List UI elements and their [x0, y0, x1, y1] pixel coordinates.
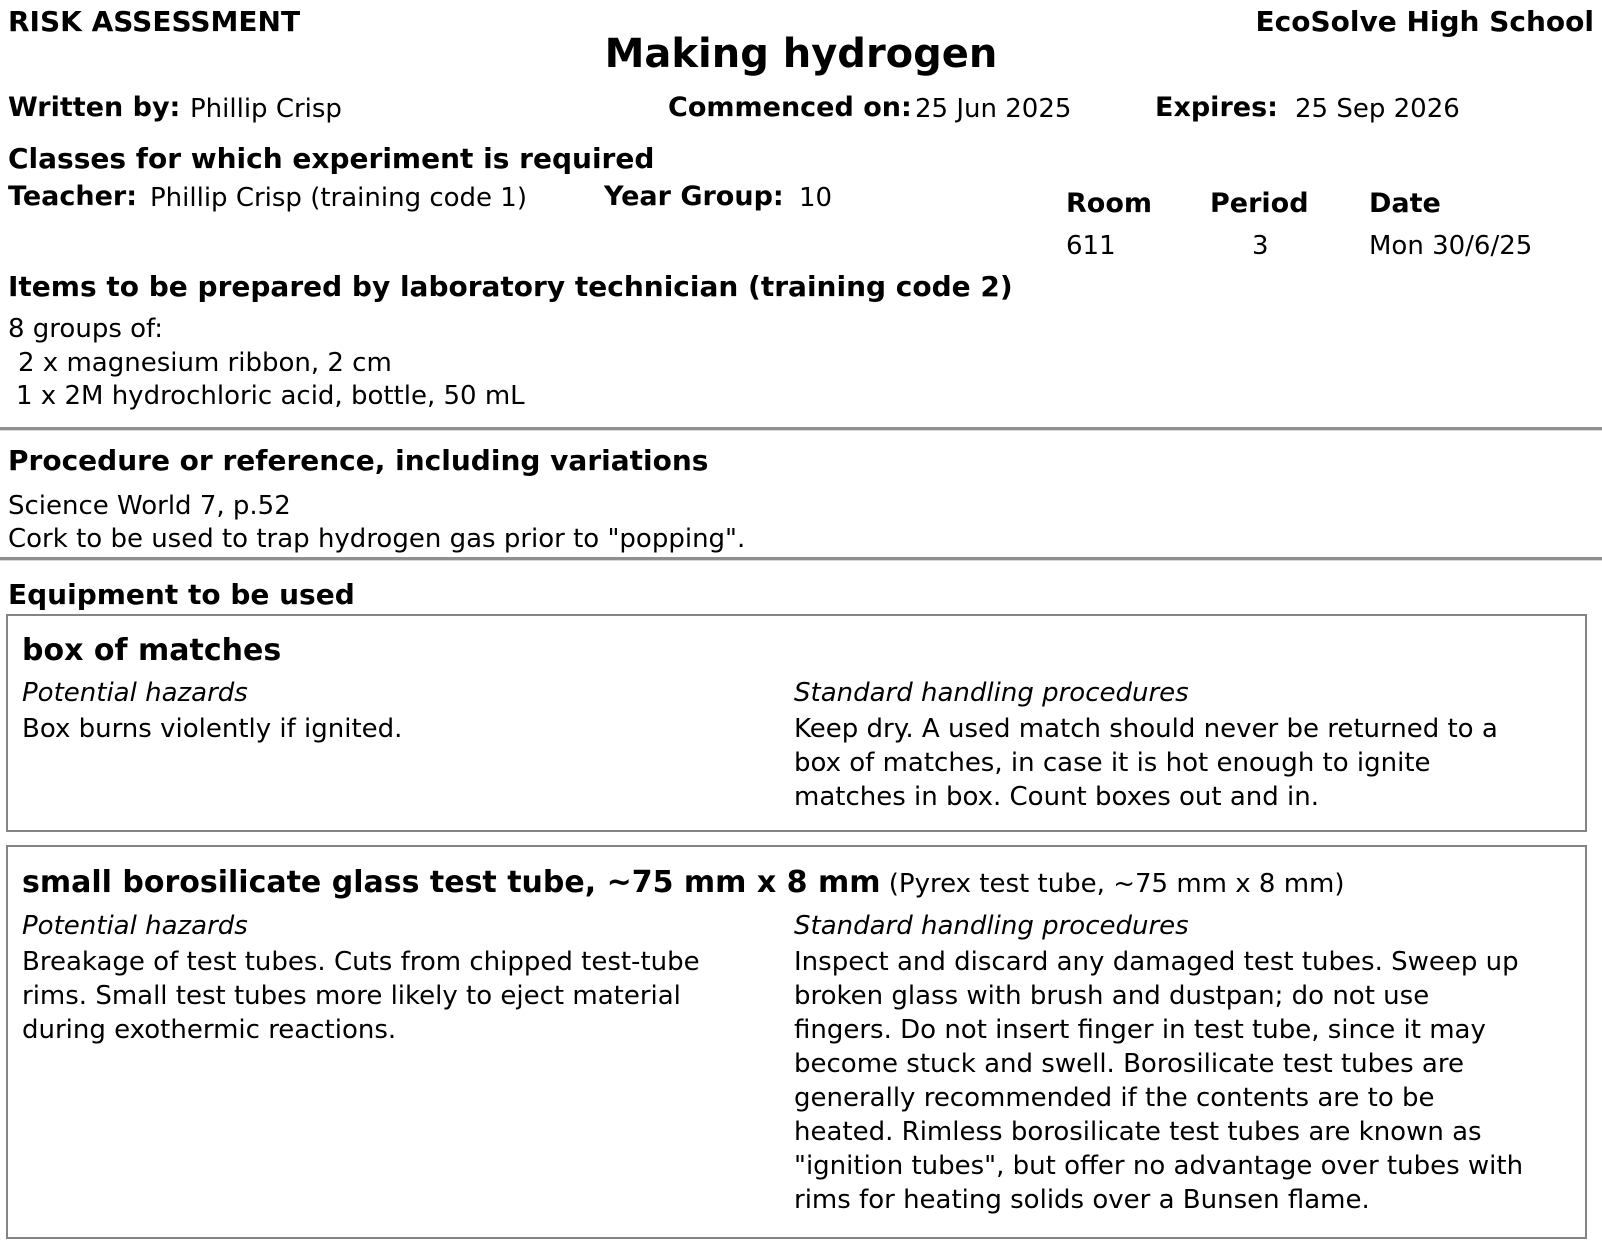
- school-name: EcoSolve High School: [1255, 5, 1594, 38]
- page-title: Making hydrogen: [604, 31, 998, 77]
- section-divider: [0, 557, 1602, 561]
- classes-heading: Classes for which experiment is required: [8, 142, 655, 175]
- handling-label: Standard handling procedures: [794, 911, 1189, 941]
- equipment-item-name-bold: box of matches: [22, 633, 282, 668]
- procedure-heading: Procedure or reference, including variations: [8, 444, 709, 477]
- year-group-label: Year Group:: [604, 181, 784, 212]
- procedure-line: Science World 7, p.52: [8, 491, 291, 521]
- schedule-room-header: Room: [1066, 188, 1153, 219]
- section-divider: [0, 427, 1602, 431]
- teacher-label: Teacher:: [8, 181, 138, 212]
- expires-value: 25 Sep 2026: [1295, 94, 1460, 124]
- teacher-value: Phillip Crisp (training code 1): [150, 183, 527, 213]
- handling-text: Keep dry. A used match should never be returned to a box of matches, in case it is hot enough to ignite matches in box. Count boxes out and in.: [794, 714, 1498, 812]
- equipment-item-name-suffix: (Pyrex test tube, ~75 mm x 8 mm): [880, 869, 1345, 899]
- items-line: 2 x magnesium ribbon, 2 cm: [18, 348, 392, 378]
- commenced-value: 25 Jun 2025: [915, 94, 1072, 124]
- equipment-item-name-bold: small borosilicate glass test tube, ~75 mm x 8 mm: [22, 865, 881, 900]
- schedule-date-header: Date: [1369, 188, 1441, 219]
- equipment-card-test-tube: [6, 845, 1587, 1239]
- equipment-item-name: [22, 633, 281, 668]
- hazards-label: Potential hazards: [22, 911, 248, 941]
- written-by-label: Written by:: [8, 92, 181, 123]
- schedule-period-header: Period: [1210, 188, 1309, 219]
- schedule-period-value: 3: [1252, 231, 1269, 261]
- equipment-card-box-of-matches: [6, 614, 1587, 832]
- schedule-room-value: 611: [1066, 231, 1116, 261]
- items-line: 1 x 2M hydrochloric acid, bottle, 50 mL: [16, 381, 525, 411]
- year-group-value: 10: [799, 183, 833, 213]
- doc-type-label: RISK ASSESSMENT: [8, 5, 301, 38]
- procedure-line: Cork to be used to trap hydrogen gas prior to "popping".: [8, 524, 746, 554]
- equipment-item-name: [22, 865, 1345, 900]
- items-groups-line: 8 groups of:: [8, 314, 164, 344]
- handling-text: Inspect and discard any damaged test tubes. Sweep up broken glass with brush and dustpan; do not use fingers. Do not insert finger in test tube, since it may become stuck and swell. Borosilicate test tubes are generally recommended if the contents are to be heated. Rimless borosilicate test tubes are known as "ignition tubes", but offer no advantage over tubes with rims for heating solids over a Bunsen flame.: [794, 947, 1524, 1215]
- written-by-value: Phillip Crisp: [190, 94, 342, 124]
- schedule-date-value: Mon 30/6/25: [1369, 231, 1533, 261]
- hazards-text: Box burns violently if ignited.: [22, 714, 403, 744]
- hazards-label: Potential hazards: [22, 678, 248, 708]
- hazards-text: Breakage of test tubes. Cuts from chipped test-tube rims. Small test tubes more likely to eject material during exothermic reactions.: [22, 947, 700, 1045]
- items-heading: Items to be prepared by laboratory technician (training code 2): [8, 270, 1013, 303]
- equipment-heading: Equipment to be used: [8, 578, 355, 611]
- expires-label: Expires:: [1155, 92, 1278, 123]
- handling-label: Standard handling procedures: [794, 678, 1189, 708]
- commenced-label: Commenced on:: [668, 92, 912, 123]
